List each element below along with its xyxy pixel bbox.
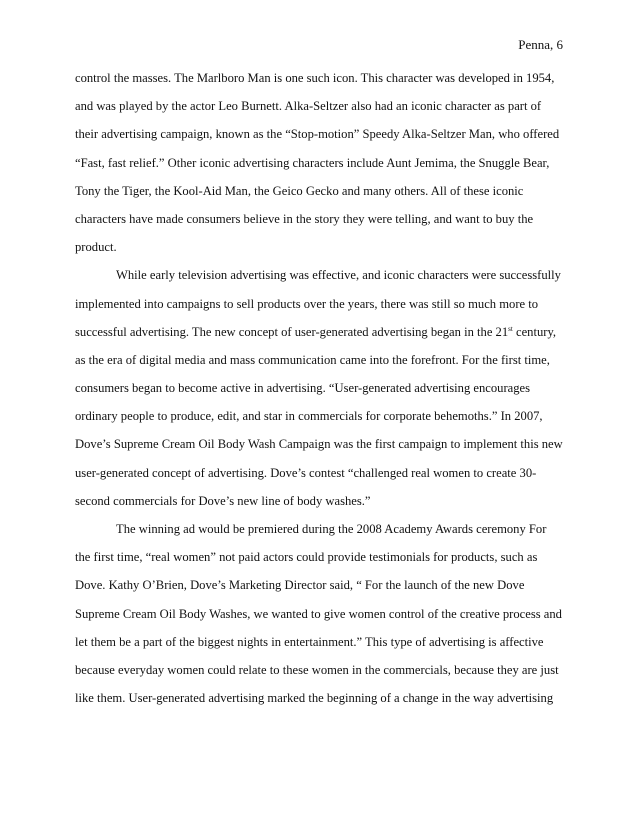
- text-line: user-generated concept of advertising. Dove’s contest “challenged real women to create 30-: [75, 465, 537, 480]
- text-line: ordinary people to produce, edit, and star in commercials for corporate behemoths.” In 2007,: [75, 409, 543, 424]
- text-line: Dove. Kathy O’Brien, Dove’s Marketing Director said, “ For the launch of the new Dove: [75, 578, 525, 593]
- text-line: The winning ad would be premiered during the 2008 Academy Awards ceremony For: [116, 522, 547, 536]
- text-line: While early television advertising was effective, and iconic characters were successfully: [116, 268, 561, 283]
- text-run: century,: [512, 324, 557, 339]
- text-line: second commercials for Dove’s new line of body washes.”: [75, 493, 371, 508]
- text-line: product.: [75, 240, 117, 255]
- text-line: [75, 322, 565, 350]
- text-line: Dove’s Supreme Cream Oil Body Wash Campaign was the first campaign to implement this new: [75, 437, 563, 452]
- text-line: control the masses. The Marlboro Man is one such icon. This character was developed in 1954,: [75, 71, 555, 85]
- paragraph: [75, 265, 565, 519]
- text-line: the first time, “real women” not paid actors could provide testimonials for products, such as: [75, 550, 538, 565]
- text-line: and was played by the actor Leo Burnett. Alka-Seltzer also had an iconic character as part of: [75, 99, 542, 114]
- text-line: like them. User-generated advertising marked the beginning of a change in the way advertising: [75, 691, 554, 706]
- text-line: consumers began to become active in advertising. “User-generated advertising encourages: [75, 381, 531, 396]
- text-line: let them be a part of the biggest nights in entertainment.” This type of advertising is affective: [75, 634, 544, 649]
- text-line: Tony the Tiger, the Kool-Aid Man, the Geico Gecko and many others. All of these iconic: [75, 183, 524, 198]
- text-line: characters have made consumers believe in the story they were telling, and want to buy the: [75, 211, 534, 226]
- body-text: [75, 68, 565, 716]
- paragraph: [75, 68, 565, 265]
- text-run: successful advertising. The new concept of user-generated advertising began in the 21: [75, 324, 509, 339]
- text-line: implemented into campaigns to sell products over the years, there was still so much more to: [75, 296, 539, 311]
- paragraph: [75, 519, 565, 716]
- running-head: Penna, 6: [518, 37, 563, 52]
- text-line: as the era of digital media and mass communication came into the forefront. For the first time,: [75, 352, 550, 367]
- ordinal-superscript: st: [508, 324, 513, 333]
- text-line: Supreme Cream Oil Body Washes, we wanted to give women control of the creative process and: [75, 606, 562, 621]
- text-line: their advertising campaign, known as the “Stop-motion” Speedy Alka-Seltzer Man, who offered: [75, 127, 560, 142]
- text-line: because everyday women could relate to these women in the commercials, because they are just: [75, 662, 559, 677]
- text-line: “Fast, fast relief.” Other iconic advertising characters include Aunt Jemima, the Snuggle Bear,: [75, 155, 550, 170]
